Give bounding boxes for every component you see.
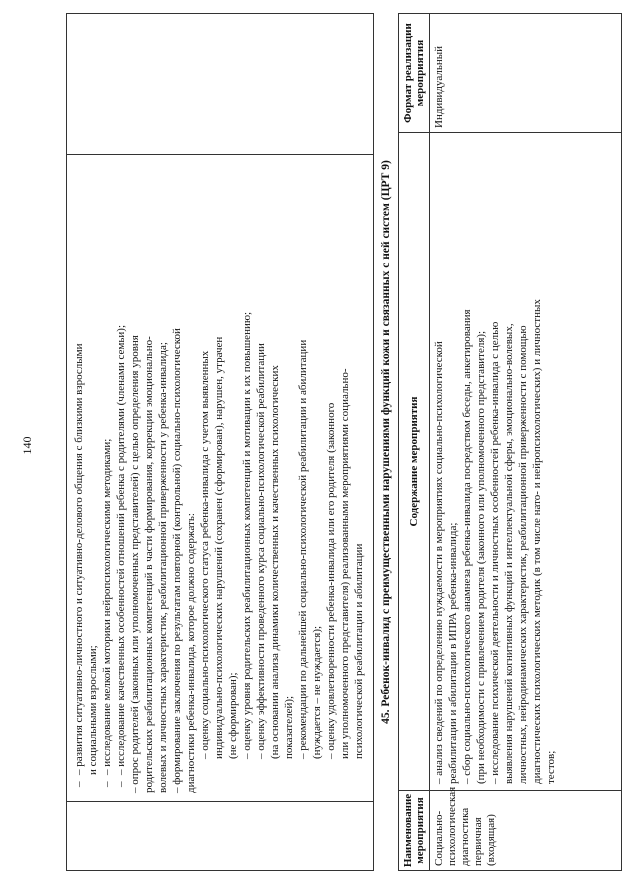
content-line: тестов;	[545, 750, 557, 784]
header-format: Формат реализации мероприятия	[402, 23, 426, 123]
content-line: – – исследование качественных особенностей отношений ребенка с родителями (членами семьи);	[115, 163, 128, 793]
content-line: – оценку эффективности проведенного курса социально-психологической реабилитации	[255, 343, 267, 759]
content-line: (при необходимости с привлечением родителя (законного или уполномоченного представителя);	[475, 330, 487, 784]
content-line: – оценку удовлетворенности ребенка-инвалида или его родителя (законного	[325, 402, 337, 759]
content-line: реабилитации и абилитации в ИПРА ребенка-инвалида;	[447, 522, 459, 784]
content-line: – исследование психической деятельности и личностных особенностей ребенка-инвалида с целью	[489, 321, 501, 784]
activity-name: Социально-психологическая диагностика первичная (входящая)	[430, 790, 622, 870]
activity-content	[430, 132, 622, 790]
content-line: выявления нарушений когнитивных функций и интеллектуальной сферы, эмоционально-волевых,	[503, 323, 515, 784]
activity-format: Индивидуальный	[433, 46, 445, 128]
content-line: – формирование заключения по результатам повторной (контрольной) социально-психологической	[171, 328, 183, 793]
content-line: (нуждается – не нуждается);	[311, 625, 323, 759]
content-line: и социальными взрослыми;	[87, 645, 99, 775]
content-line: диагностических психологических методик (в том числе нато- и нейропсихологических) и личностных	[531, 299, 543, 784]
header-content: Содержание мероприятия	[399, 132, 429, 790]
content-line: – сбор социально-психологического анамнеза ребенка-инвалида посредством беседы, анкетирования	[461, 309, 473, 784]
content-line: – – исследование мелкой моторики нейропсихологическими методиками;	[101, 163, 114, 793]
continued-table	[66, 13, 374, 871]
page-number: 140	[20, 436, 34, 455]
content-line: – оценку социально-психологического статуса ребенка-инвалида с учетом выявленных	[199, 350, 211, 759]
content-line: – оценку уровня родительских реабилитационных компетенций и мотивации к их повышению;	[241, 311, 253, 759]
content-line: показателей);	[283, 695, 295, 759]
content-line: – рекомендации по дальнейшей социально-психологической реабилитации и абилитации	[297, 339, 309, 759]
content-line: диагностики ребенка-инвалида, которое должно содержать:	[185, 513, 197, 793]
content-line: волевых и личностных характеристик, реабилитационной приверженности у ребенка-инвалида;	[157, 342, 169, 793]
content-line: индивидуально-психологических нарушений (сохранен (сформирован), нарушен, утрачен	[213, 336, 225, 759]
content-line: родительских реабилитационных компетенций в части формирования, коррекции эмоционально-	[143, 336, 155, 793]
content-line: – анализ сведений по определению нуждаемости в мероприятиях социально-психологической	[433, 341, 445, 784]
continued-table-content-cell	[67, 154, 373, 801]
activities-table	[398, 13, 622, 871]
continued-table-name-cell	[67, 801, 373, 870]
table-header-row	[399, 14, 430, 870]
content-line: или уполномоченного представителя) реализованными мероприятиями социально-	[339, 368, 351, 759]
content-line: (не сформирован);	[227, 672, 239, 759]
section-title: 45. Ребенок-инвалид с преимущественными нарушениями функций кожи и связанных с ней систем (ЦРТ 9)	[380, 160, 392, 724]
continued-table-format-cell	[67, 14, 373, 154]
content-line: – – развития ситуативно-личностного и ситуативно-делового общения с близкими взрослыми	[73, 163, 86, 793]
content-line: – опрос родителей (законных или уполномоченных представителей) с целью определения уровня	[129, 335, 141, 793]
content-line: (на основании анализа динамики количественных и качественных психологических	[269, 365, 281, 759]
header-name: Наименование мероприятия	[399, 790, 429, 870]
content-line: личностных, нейродинамических характеристик, реабилитационной приверженности с помощью	[517, 325, 529, 784]
table-row	[430, 14, 622, 870]
content-line: психологической реабилитации и абилитации	[353, 543, 365, 759]
